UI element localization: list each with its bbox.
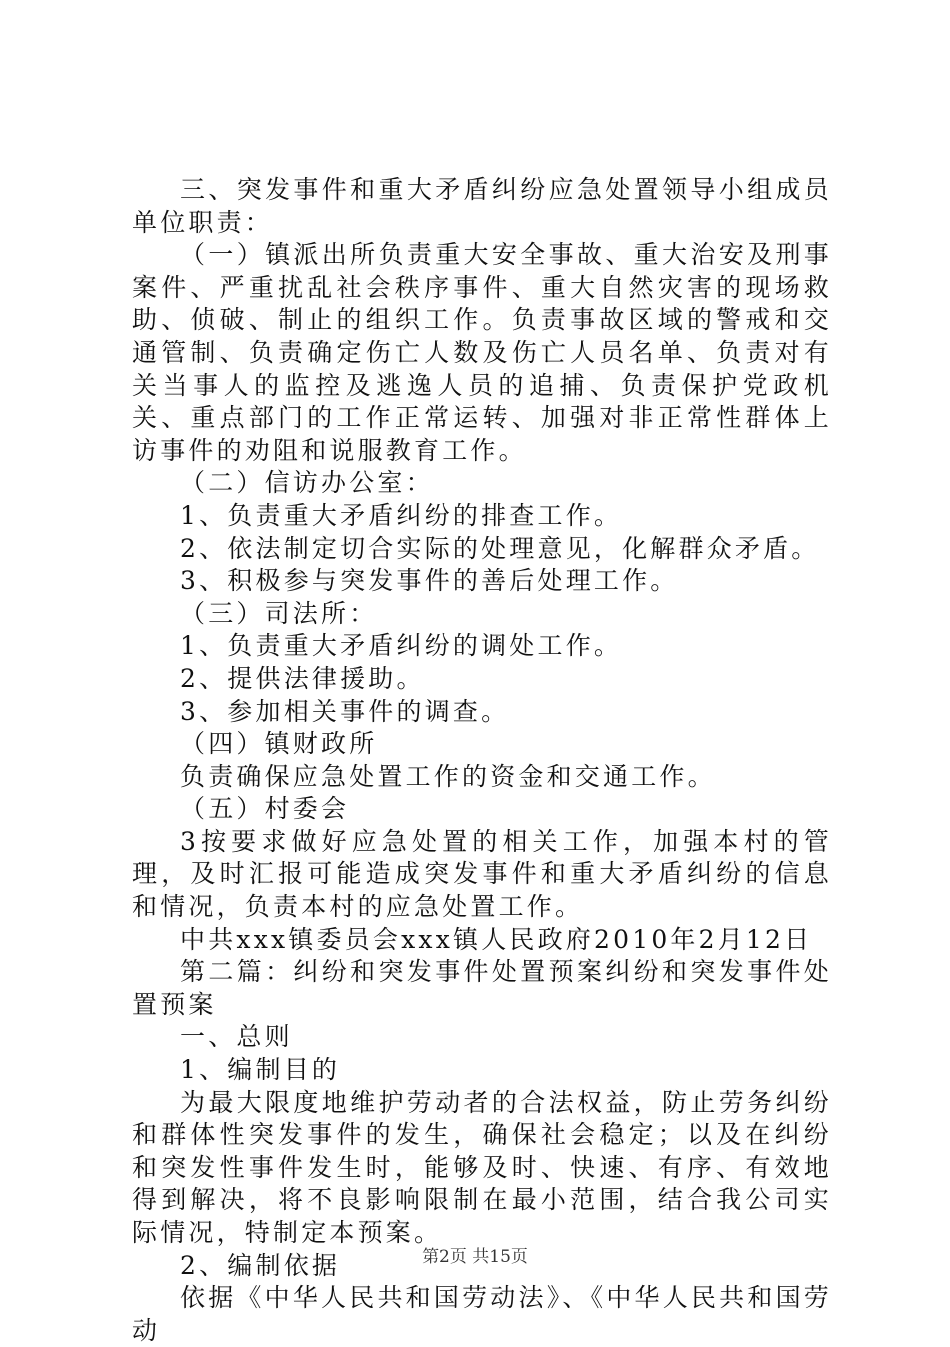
paragraph-p9: 2、提供法律援助。 xyxy=(180,663,425,693)
document-body xyxy=(132,174,832,1347)
paragraph-p8: 1、负责重大矛盾纠纷的调处工作。 xyxy=(180,631,623,661)
paragraph-p6: 3、积极参与突发事件的善后处理工作。 xyxy=(180,566,679,596)
paragraph-p15: 中共xxx镇委员会xxx镇人民政府2010年2月12日 xyxy=(180,924,813,954)
paragraph-p20: 2、编制依据 xyxy=(180,1250,341,1280)
paragraph-p4: 1、负责重大矛盾纠纷的排查工作。 xyxy=(180,500,623,530)
paragraph-p21: 依据《中华人民共和国劳动法》、《中华人民共和国劳动 xyxy=(132,1283,832,1345)
paragraph-p3: （二）信访办公室： xyxy=(180,468,434,498)
paragraph-p10: 3、参加相关事件的调查。 xyxy=(180,696,510,726)
paragraph-p11: （四）镇财政所 xyxy=(180,729,378,759)
paragraph-p5: 2、依法制定切合实际的处理意见，化解群众矛盾。 xyxy=(180,533,820,563)
paragraph-p16: 第二篇：纠纷和突发事件处置预案纠纷和突发事件处置预案 xyxy=(132,957,832,1019)
paragraph-p2: （一）镇派出所负责重大安全事故、重大治安及刑事案件、严重扰乱社会秩序事件、重大自然灾害的现场救助、侦破、制止的组织工作。负责事故区域的警戒和交通管制、负责确定伤亡人数及伤亡人员名单、负责对有关当事人的监控及逃逸人员的追捕、负责保护党政机关、重点部门的工作正常运转、加强对非正常性群体上访事件的劝阻和说服教育工作。 xyxy=(132,240,832,465)
paragraph-p13: （五）村委会 xyxy=(180,794,350,824)
paragraph-p17: 一、总则 xyxy=(180,1022,293,1052)
paragraph-p1: 三、突发事件和重大矛盾纠纷应急处置领导小组成员单位职责： xyxy=(132,175,832,237)
paragraph-p7: （三）司法所： xyxy=(180,598,378,628)
paragraph-p19: 为最大限度地维护劳动者的合法权益，防止劳务纠纷和群体性突发事件的发生，确保社会稳定；以及在纠纷和突发性事件发生时，能够及时、快速、有序、有效地得到解决，将不良影响限制在最小范围，结合我公司实际情况，特制定本预案。 xyxy=(132,1087,832,1247)
page-footer: 第2页 共15页 xyxy=(422,1247,528,1267)
paragraph-p18: 1、编制目的 xyxy=(180,1055,341,1085)
paragraph-p14: 3按要求做好应急处置的相关工作，加强本村的管理，及时汇报可能造成突发事件和重大矛盾纠纷的信息和情况，负责本村的应急处置工作。 xyxy=(132,826,832,922)
paragraph-p12: 负责确保应急处置工作的资金和交通工作。 xyxy=(180,761,716,791)
